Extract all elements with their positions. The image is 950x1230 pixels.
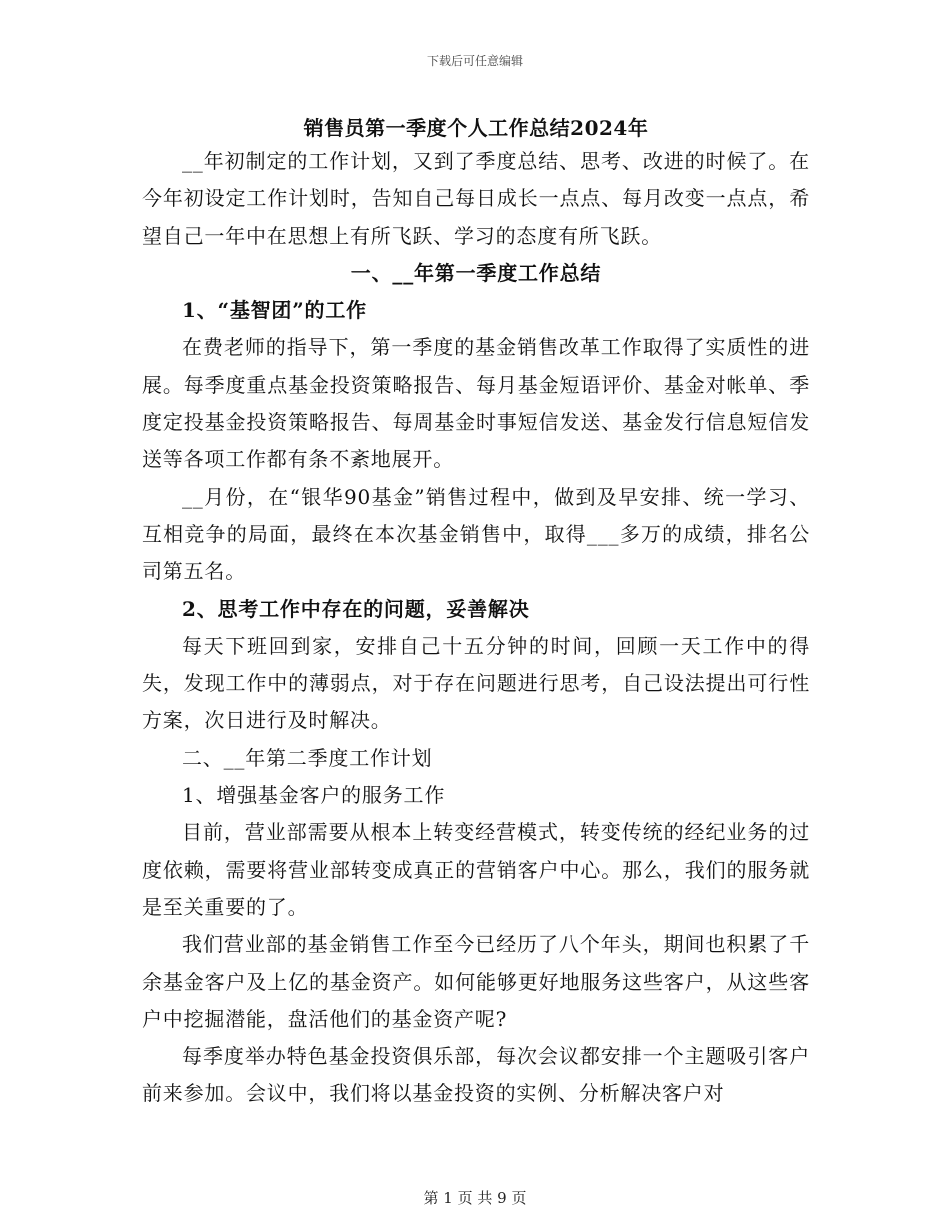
document-body [142,113,810,1113]
subsection-heading-client-service: 1、增强基金客户的服务工作 [182,783,446,808]
document-title: 销售员第一季度个人工作总结2024年 [303,116,649,140]
section-heading-q1-summary: 一、__年第一季度工作总结 [350,260,602,285]
body-paragraph: 在费老师的指导下，第一季度的基金销售改革工作取得了实质性的进展。每季度重点基金投资策略报告、每月基金短语评价、基金对帐单、季度定投基金投资策略报告、每周基金时事短信发送、基金发行信息短信发送等各项工作都有条不紊地展开。 [142,335,810,472]
page-number: 第 1 页 共 9 页 [423,1189,527,1207]
subsection-heading-problems: 2、思考工作中存在的问题，妥善解决 [182,596,530,621]
body-paragraph: 每天下班回到家，安排自己十五分钟的时间，回顾一天工作中的得失，发现工作中的薄弱点，对于存在问题进行思考，自己设法提出可行性方案，次日进行及时解决。 [142,633,810,733]
section-heading-q2-plan: 二、__年第二季度工作计划 [182,745,433,770]
body-paragraph: 每季度举办特色基金投资俱乐部，每次会议都安排一个主题吸引客户前来参加。会议中，我们将以基金投资的实例、分析解决客户对 [142,1044,810,1106]
intro-paragraph: __年初制定的工作计划，又到了季度总结、思考、改进的时候了。在今年初设定工作计划时，告知自己每日成长一点点、每月改变一点点，希望自己一年中在思想上有所飞跃、学习的态度有所飞跃。 [142,149,810,248]
subsection-heading-jizhituan: 1、“基智团”的工作 [182,298,367,323]
body-paragraph: __月份，在“银华90基金”销售过程中，做到及早安排、统一学习、互相竞争的局面，最终在本次基金销售中，取得___多万的成绩，排名公司第五名。 [142,484,810,584]
page-header-note: 下载后可任意编辑 [426,54,523,68]
body-paragraph: 目前，营业部需要从根本上转变经营模式，转变传统的经纪业务的过度依赖，需要将营业部转变成真正的营销客户中心。那么，我们的服务就是至关重要的了。 [142,820,810,919]
body-paragraph: 我们营业部的基金销售工作至今已经历了八个年头，期间也积累了千余基金客户及上亿的基金资产。如何能够更好地服务这些客户，从这些客户中挖掘潜能，盘活他们的基金资产呢? [142,932,810,1031]
